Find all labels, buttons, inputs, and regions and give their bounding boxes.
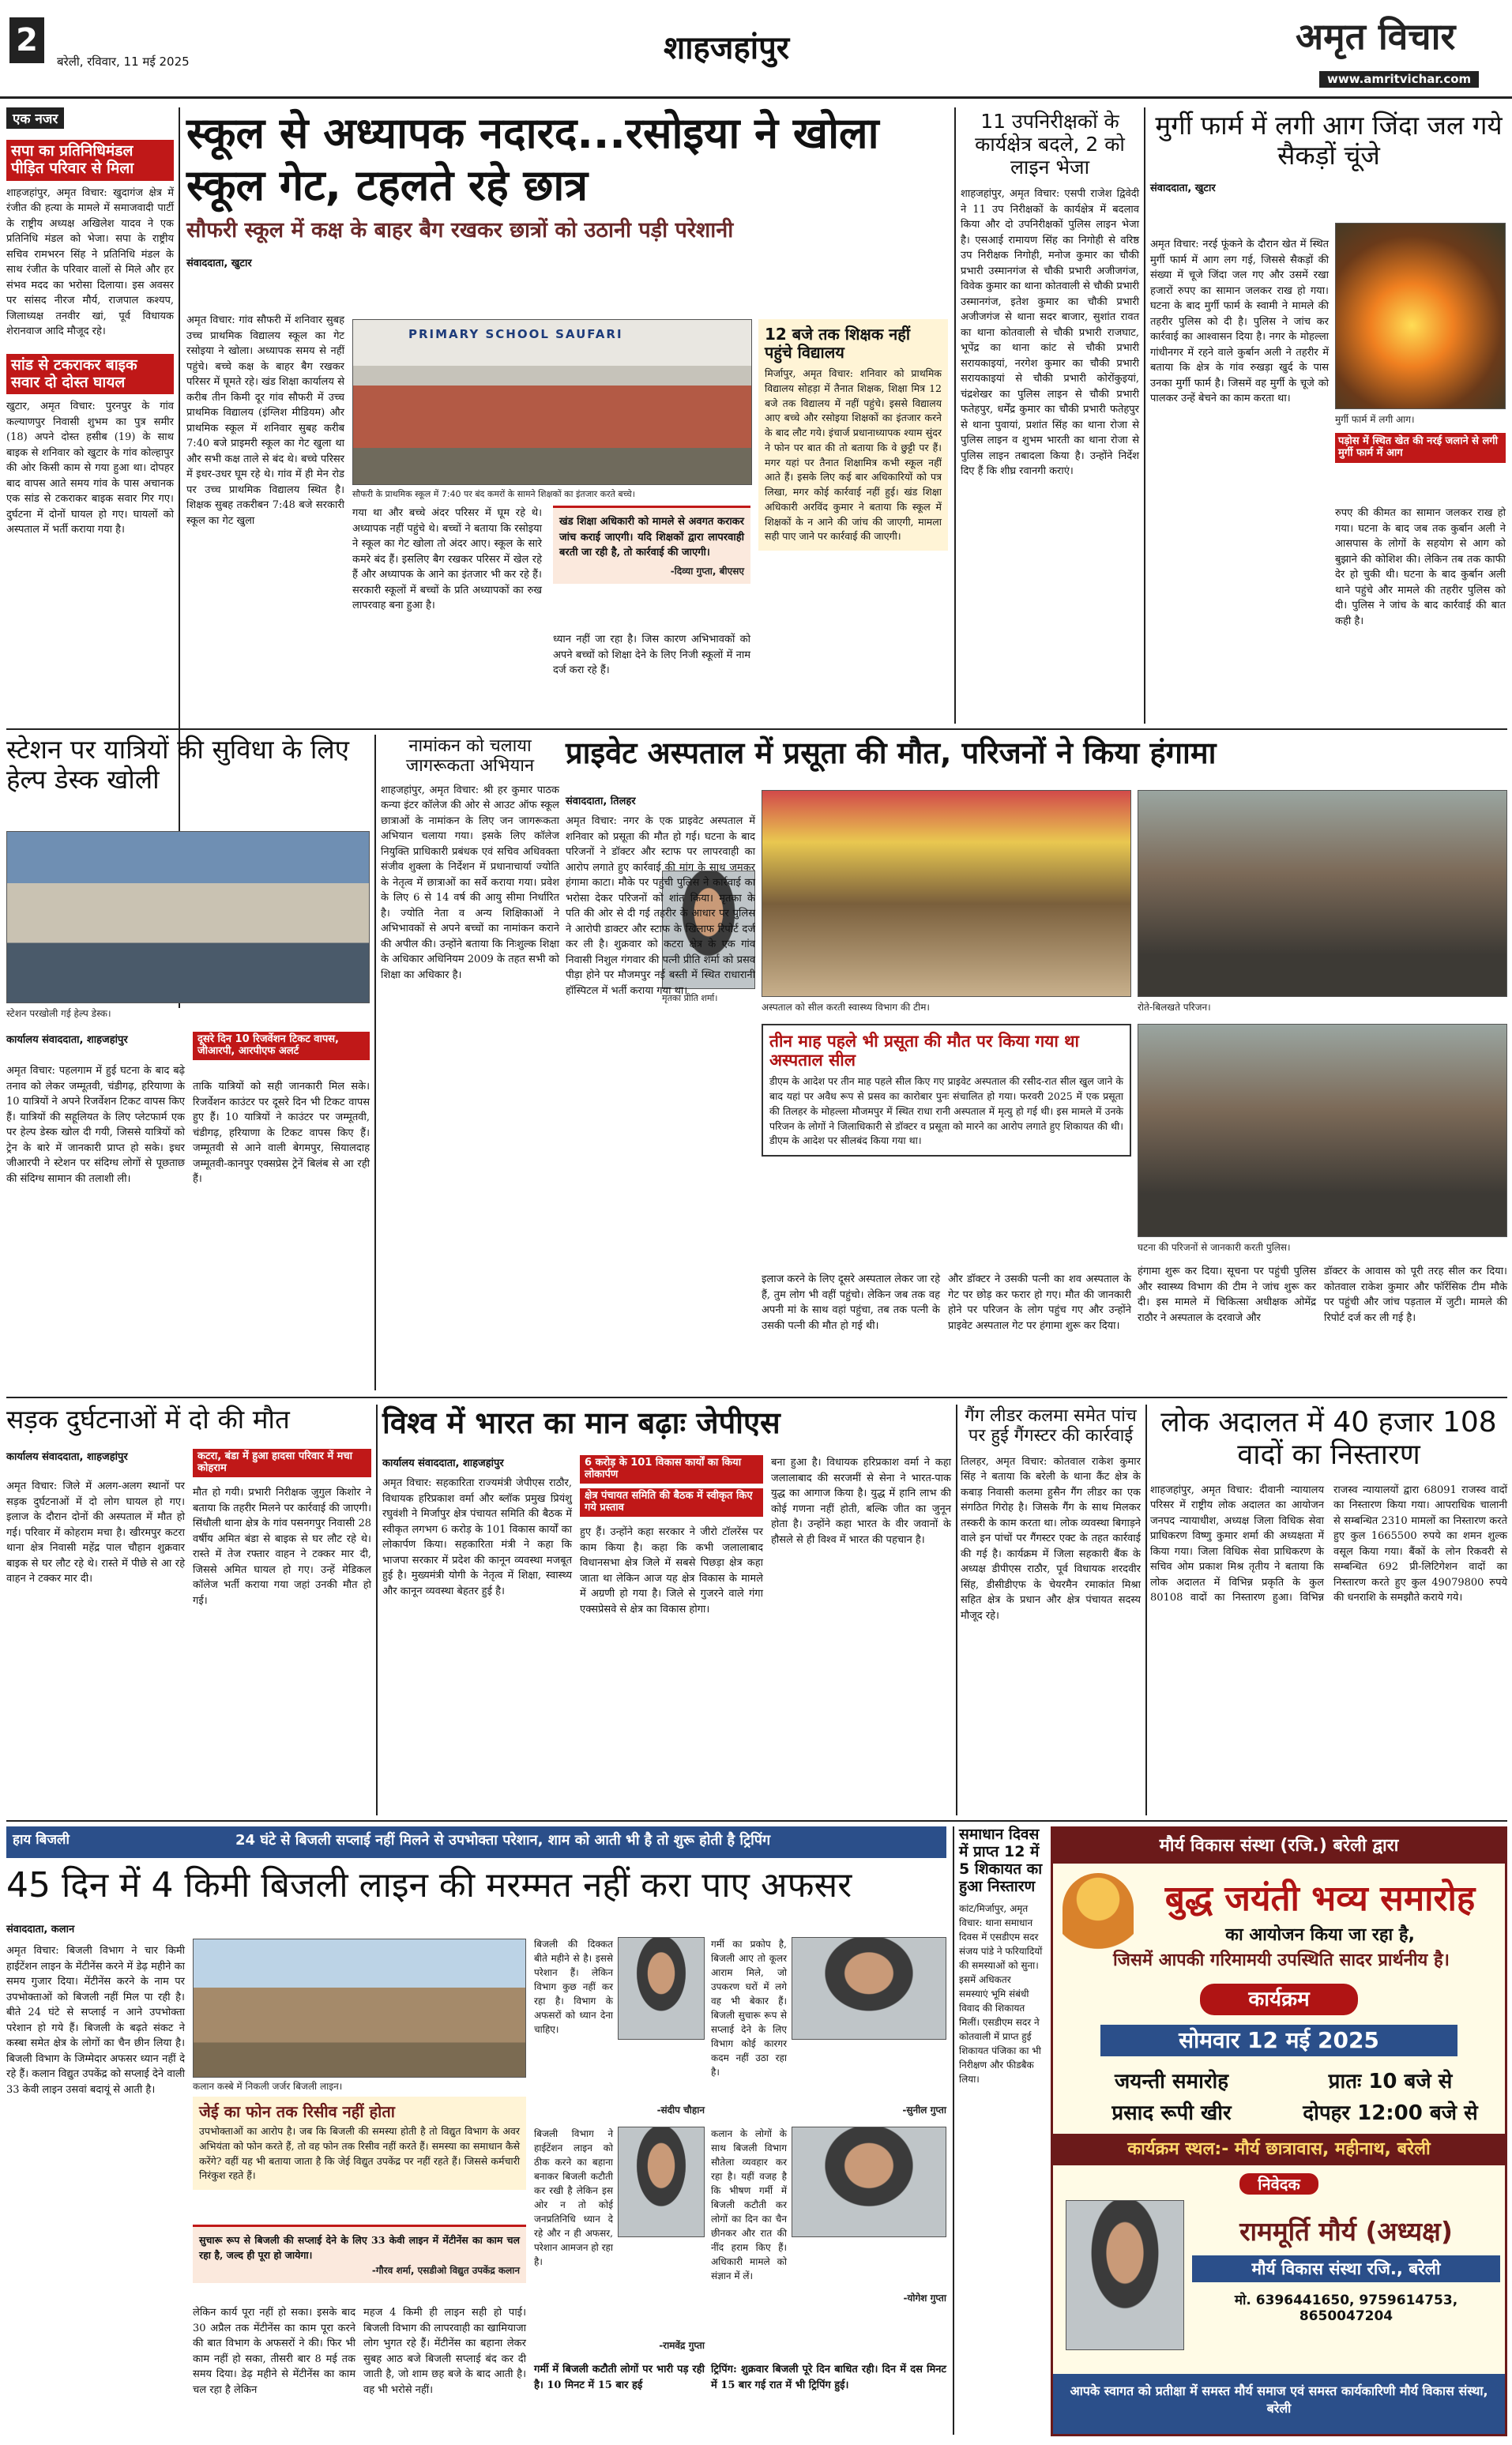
power-photo-caption: कलान कस्बे में निकली जर्जर बिजली लाइन। (193, 2081, 343, 2092)
fire-para-2: रुपए की कीमत का सामान जलकर राख हो गया। घटना के बाद जब तक कुर्बान अली ने आसपास के लोगों के सहयोग से आग को बुझाने की कोशिश की। लेकिन तब तक काफी देर हो चुकी थी। घटना के बाद कुर्बान अली थाने पहुंचे और मामले की तहरीर पुलिस को दी। पुलिस ने जांच के बाद कार्रवाई की बात कही है। (1335, 507, 1506, 627)
school-photo-board: PRIMARY SCHOOL SAUFARI (408, 327, 623, 341)
school-photo (352, 319, 752, 485)
samadhan-headline: समाधान दिवस में प्राप्त 12 में 5 शिकायत का हुआ निस्तारण (959, 1826, 1043, 1895)
road-byline: कार्यालय संवाददाता, शाहजहांपुर (6, 1451, 128, 1463)
school-para-1: अमृत विचार: गांव सौफरी में शनिवार सुबह उच्च प्राथमिक विद्यालय स्कूल का गेट रसोइया ने खोला। अध्यापक समय से नहीं पहुंचे। बच्चे कक्ष के बाहर बैग रखकर परिसर में घूमते रहे। खंड शिक्षा कार्यालय से करीब तीन किमी दूर गांव सौफरी में उच्च प्राथमिक विद्यालय (इंग्लिश मीडियम) और प्राथमिक स्कूल में शनिवार सुबह करीब 7:40 बजे प्राइमरी स्कूल का गेट खुला था और सभी कक्ष ताले से बंद थे। बच्चे परिसर में इधर-उधर घूम रहे थे। गांव में ही मेन रोड पर उच्च प्राथमिक विद्यालय स्थित है। शिक्षक सुबह तकरीबन 7:48 बजे सरकारी स्कूल का गेट खुला (186, 314, 344, 527)
comment-3-by: -सुनील गुप्ता (902, 2105, 946, 2116)
hospital-headline: प्राइवेट अस्पताल में प्रसूता की मौत, परिजनों ने किया हंगामा (566, 735, 1217, 770)
brand-logo: अमृत विचार (1296, 15, 1456, 58)
hospital-photo-police-caption: घटना की परिजनों से जानकारी करती पुलिस। (1138, 1242, 1291, 1253)
comment-4-photo (792, 2127, 946, 2237)
ad-portrait (1066, 2200, 1184, 2350)
samadhan-text: कांट/मिर्जापुर, अमृत विचार: थाना समाधान दिवस में एसडीएम सदर संजय पांडे ने फरियादियों की समस्याओं को सुना। इसमें अधिकतर समस्याएं भूमि संबंधी विवाद की शिकायत मिलीं। एसडीएम सदर ने कोतवाली में प्राप्त हुई शिकायत पंजिका का भी निरीक्षण और फीडबैक लिया। (959, 1903, 1043, 2086)
fire-photo-caption: मुर्गी फार्म में लगी आग। (1335, 414, 1415, 425)
dateline: बरेली, रविवार, 11 मई 2025 (57, 55, 190, 69)
ad-event-2a: प्रसाद रूपी खीर (1111, 2101, 1232, 2125)
ad-name: राममूर्ति मौर्य (अध्यक्ष) (1239, 2216, 1453, 2247)
si-text: शाहजहांपुर, अमृत विचार: एसपी राजेश द्विवेदी ने 11 उप निरीक्षकों के कार्यक्षेत्र में बदलाव किया और दो उपनिरीक्षकों पुलिस लाइन भेजा है। एसआई रामायण सिंह का निगोही से वरिष्ठ उप निरीक्षक निगोही, मनोज कुमार का चौकी प्रभारी उस्मानगंज से चौकी प्रभारी अजीजगंज, विवेक कुमार का थाना कोतवाली से चौकी प्रभारी उस्मानगंज, इतेश कुमार का चौकी प्रभारी अजीजगंज से थाना सदर बाजार, सुशांत रावत का थाना कोतवाली से चौकी प्रभारी राजघाट, भूपेंद्र का थाना कांट से चौकी प्रभारी सरायकाइयां, नरगेश कुमार का चौकी प्रभारी सरायकाइयां से चौकी प्रभारी कोरोंकुइयां, चंद्रशेखर का पुलिस लाइन से चौकी प्रभारी फतेहपुर, धर्मेंद्र कुमार का चौकी प्रभारी फतेहपुर से थाना पुवायां, प्रशांत सिंह का थाना रोजा से पुलिस लाइन व शुभम भारती का थाना रोजा से पुलिस लाइन तबादला किया है। उन्होंने निर्देश दिए हैं कि शीघ्र रवानगी कराएं। (961, 188, 1139, 478)
station-byline: कार्यालय संवाददाता, शाहजहांपुर (6, 1034, 128, 1046)
ad-event-1b: प्रातः 10 बजे से (1328, 2070, 1453, 2093)
school-para-2: गया था और बच्चे अंदर परिसर में घूम रहे थे। अध्यापक नहीं पहुंचे थे। बच्चों ने बताया कि रसोइया ने स्कूल का गेट खोला तो अंदर आए। स्कूल के सारे कमरे बंद हैं। इसलिए बैग रखकर परिसर में खेल रहे हैं और अध्यापक के आने का इंतजार भी कर रहे हैं। सरकारी स्कूलों में बच्चों के प्रति अध्यापकों का रुख लापरवाह बना हुआ है। (352, 507, 542, 611)
road-headline: सड़क दुर्घटनाओं में दो की मौत (6, 1404, 290, 1435)
station-side: दूसरे दिन 10 रिजर्वेशन टिकट वापस, जीआरपी, आरपीएफ अलर्ट (193, 1032, 370, 1060)
page-number: 2 (9, 17, 44, 63)
station-para-1: अमृत विचार: पहलगाम में हुई घटना के बाद बढ़े तनाव को लेकर जम्मूतवी, चंडीगढ़, हरियाणा के 10 यात्रियों ने अपने रिजर्वेशन टिकट वापस किए हैं। यात्रियों की सहूलियत के लिए प्लेटफार्म एक पर हेल्प डेस्क खोल दी गयी, जिससे यात्रियों को ट्रेन के बारे में जानकारी प्राप्त हो सके। इधर जीआरपी ने स्टेशन पर संदिग्ध लोगों से पूछताछ की संदिग्ध सामान की तलाशी ली। (6, 1065, 185, 1185)
power-strap-text: 24 घंटे से बिजली सप्लाई नहीं मिलने से उपभोक्ता परेशान, शाम को आती भी है तो शुरू होती है ट्रिपिंग (235, 1832, 771, 1849)
hospital-story (566, 736, 1507, 771)
ad-venue: कार्यक्रम स्थल:- मौर्य छात्रावास, महीनाथ, बरेली (1053, 2134, 1505, 2165)
gangster-story (961, 1406, 1141, 1623)
si-transfer-story (961, 111, 1139, 480)
fire-headline: मुर्गी फार्म में लगी आग जिंदा जल गये सैकड़ों चूंजे (1155, 110, 1503, 171)
ad-line-1: का आयोजन किया जा रहा है, (1225, 1925, 1415, 1945)
sdo-quote (193, 2225, 526, 2283)
victim-caption: मृतका प्रीति शर्मा। (662, 993, 718, 1003)
comment-1-text: बिजली की दिक्कत बीते महीने से है। इससे परेशान हैं। लेकिन विभाग कुछ नहीं कर रहा है। विभाग के अफसरों को ध्यान देना चाहिए। (534, 1939, 613, 2035)
power-para-2: लेकिन कार्य पूरा नहीं हो सका। इसके बाद 30 अप्रैल तक मेंटीनेंस का काम पूरा करने की बात विभाग के अफसरों ने की। फिर भी काम नहीं हो सका, तीसरी बार 8 मई तक समय दिया। डेढ़ महीने से मेंटीनेंस का काम चल रहा है लेकिन (193, 2307, 355, 2396)
ad-footer: आपके स्वागत को प्रतीक्षा में समस्त मौर्य समाज एवं समस्त कार्यकारिणी मौर्य विकास संस्था, बरेली (1053, 2374, 1505, 2434)
jps-para-1: अमृत विचार: सहकारिता राज्यमंत्री जेपीएस राठौर, विधायक हरिप्रकाश वर्मा और ब्लॉक प्रमुख प्रियंशु रघुवंशी ने मिर्जापुर क्षेत्र पंचायत समिति की बैठक में स्वीकृत लगभग 6 करोड़ के 101 विकास कार्यों का लोकार्पण किया। सहकारिता मंत्री ने कहा कि भाजपा सरकार में प्रदेश की कानून व्यवस्था मजबूत हुई है। मुख्यमंत्री योगी के नेतृत्व में शिक्षा, स्वास्थ्य और कानून व्यवस्था बेहतर हुई है। (382, 1477, 572, 1597)
ad-title: बुद्ध जयंती भव्य समारोह (1164, 1879, 1476, 1919)
ad-line-2: जिसमें आपकी गरिमामयी उपस्थिति सादर प्रार्थनीय है। (1112, 1950, 1450, 1970)
comment-3-photo (792, 1937, 946, 2040)
hospital-photo-family (1138, 790, 1507, 997)
jps-byline: कार्यालय संवाददाता, शाहजहांपुर (382, 1458, 504, 1469)
jps-side-1: 6 करोड़ के 101 विकास कार्यों का किया लोकार्पण (580, 1455, 763, 1484)
comment-3-text: गर्मी का प्रकोप है, बिजली आए तो कूलर आराम मिले, जो उपकरण घरों में लगे वह भी बेकार हैं। बिजली सुचारू रूप से सप्लाई देने के लिए विभाग कोई कारगर कदम नहीं उठा रहा है। (711, 1939, 787, 2078)
power-photo (193, 1939, 526, 2078)
enrolment-text: शाहजहांपुर, अमृत विचार: श्री हर कुमार पाठक कन्या इंटर कॉलेज की ओर से आउट ऑफ स्कूल छात्राओं के नामांकन के लिए जन जागरूकता अभियान चलाया गया। इसके लिए कॉलेज नियुक्ति प्राधिकारी प्रबंधक एवं सचिव अधिवक्ता संजीव शुक्ला के निर्देशन में प्रधानाचार्या ज्योति के नेतृत्व में छात्राओं का सर्वे कराया गया। प्रवेश के लिए 6 से 14 वर्ष की आयु सीमा निर्धारित है। ज्योति नेता व अन्य शिक्षिकाओं ने अभिभावकों से अपने बच्चों का नामांकन कराने की अपील की। उन्होंने बताया कि निःशुल्क शिक्षा के अधिकार अधिनियम 2009 के तहत सभी को शिक्षा का अधिकार है। (381, 784, 559, 981)
hospital-para-1: अमृत विचार: नगर के एक प्राइवेट अस्पताल में शनिवार को प्रसूता की मौत हो गई। घटना के बाद परिजनों ने डॉक्टर और स्टाफ पर लापरवाही का आरोप लगाते हुए कार्रवाई की मांग के साथ जमकर हंगामा काटा। मौके पर पहुंची पुलिस ने कार्रवाई का भरोसा देकर परिजनों को शांत किया। मृतका के पति की ओर से दी गई तहरीर के आधार पर पुलिस ने आरोपी डाक्टर और स्टाफ के खिलाफ रिपोर्ट दर्ज कर ली है। शुक्रवार को कटरा क्षेत्र के एक गांव निवासी निशुल गंगवार की पत्नी प्रीति शर्मा को प्रसव पीड़ा होने पर मौजमपुर नई बस्ती में स्थित राधारानी हॉस्पिटल में भर्ती कराया गया था। (566, 815, 755, 997)
brief-2-text: खुटार, अमृत विचार: पुरनपुर के गांव कल्याणपुर निवासी शुभम का पुत्र समीर (18) अपने दोस्त हसीब (19) के साथ बाइक से शनिवार को खुटार के गांव कोल्हापुर की ओर किसी काम से गया हुआ था। दोपहर बाद वापस आते समय गांव के पास अचानक एक सांड से टकराकर बाइक सवार गिर गए। दुर्घटना में दोनों घायल हो गए। घायलों को अस्पताल में भर्ती कराया गया है। (6, 401, 174, 536)
je-box (193, 2097, 526, 2190)
previous-seal-box (762, 1024, 1131, 1157)
si-headline: 11 उपनिरीक्षकों के कार्यक्षेत्र बदले, 2 को लाइन भेजा (975, 110, 1125, 179)
ad-date: सोमवार 12 मई 2025 (1100, 2025, 1457, 2056)
power-para-1: अमृत विचार: बिजली विभाग ने चार किमी हाईटेंशन लाइन के मेंटीनेंस करने में डेढ़ महीने का समय गुजार दिया। मेंटीनेंस करने के नाम पर उपभोक्ताओं को बिजली नहीं मिल पा रही है। बीते 24 घंटे से सप्लाई न आने उपभोक्ता परेशान हो गये हैं। बिजली के बढ़ते संकट ने कस्बा समेत क्षेत्र के लोगों का चैन छीन लिया है। बिजली विभाग के जिम्मेदार अफसर ध्यान नहीं दे रहे हैं। कलान विद्युत उपकेंद्र को सप्लाई देने वाली 33 केवी लाइन उसवां बदायूं से आती है। (6, 1945, 185, 2096)
previous-seal-head: तीन माह पहले भी प्रसूता की मौत पर किया गया था अस्पताल सील (769, 1032, 1079, 1070)
hospital-photo-family-caption: रोते-बिलखते परिजन। (1138, 1002, 1211, 1013)
brief-1-text: शाहजहांपुर, अमृत विचार: खुदागंज क्षेत्र में रंजीत की हत्या के मामले में समाजवादी पार्टी के राष्ट्रीय अध्यक्ष अखिलेश यादव ने एक प्रतिनिधि मंडल को भेजा। सपा के राष्ट्रीय सचिव रामभरन सिंह ने प्रतिनिधि मंडल के साथ रंजीत के परिवार वालों से मिले और हर संभव मदद का भरोसा दिलाया। इस अवसर पर सांसद नीरज मौर्य, राजपाल कश्यप, जिलाध्यक्ष तनवीर खां, पूर्व विधायक शेरानवाज आदि मौजूद रहे। (6, 186, 174, 338)
school-quote-by: -दिव्या गुप्ता, बीएसए (670, 565, 744, 577)
road-story (6, 1405, 371, 1435)
samadhan-story (959, 1826, 1043, 2086)
station-photo-caption: स्टेशन परखोली गई हेल्प डेस्क। (6, 1008, 111, 1019)
comment-4-text: कलान के लोगों के साथ बिजली विभाग सौतेला व्यवहार कर रहा है। यहीं वजह है कि भीषण गर्मी में बिजली कटौती कर लोगों का दिन का चैन छीनकर और रात की नींद हराम किए हैं। अधिकारी मामले को संज्ञान में लें। (711, 2128, 787, 2281)
hospital-para-4: हंगामा शुरू कर दिया। सूचना पर पहुंची पुलिस और स्वास्थ्य विभाग की टीम ने जांच शुरू कर दी। इस मामले में चिकित्सा अधीक्षक ओमेंद्र राठौर ने अस्पताल के दरवाजे और (1138, 1266, 1316, 1324)
power-para-3: महज 4 किमी ही लाइन सही हो पाई। बिजली विभाग की लापरवाही का खामियाजा लोग भुगत रहे हैं। मेंटीनेंस का बहाना लेकर सुबह आठ बजे बिजली सप्लाई बंद कर दी जाती है, जो शाम छह बजे के बाद आती है। वह भी भरोसे नहीं। (363, 2307, 526, 2396)
comment-4-by: -योगेश गुप्ता (903, 2293, 946, 2304)
jps-story (382, 1406, 951, 1441)
school-quote-text: खंड शिक्षा अधिकारी को मामले से अवगत कराकर जांच कराई जाएगी। यदि शिक्षकों द्वारा लापरवाही बरती जा रही है, तो कार्रवाई की जाएगी। (559, 516, 744, 559)
ad-nivedak: निवेदक (1239, 2173, 1318, 2195)
je-box-head: जेई का फोन तक रिसीव नहीं होता (199, 2102, 395, 2121)
enrolment-headline: नामांकन को चलाया जागरूकता अभियान (405, 736, 535, 777)
station-para-2: ताकि यात्रियों को सही जानकारी मिल सके। रिजर्वेशन काउंटर पर दूसरे दिन भी टिकट वापस हुए हैं। 10 यात्रियों ने काउंटर पर जम्मूतवी, चंडीगढ़, हरियाणा के टिकट वापस किए हैं। जम्मूतवी से आने वाली बेगमपुर, सियालदाह जम्मूतवी-कानपुर एक्सप्रेस ट्रेनें बिलंब से आ रही हैं। (193, 1081, 370, 1185)
fire-story (1150, 111, 1507, 194)
sdo-quote-by: -गौरव शर्मा, एसडीओ विद्युत उपकेंद्र कलान (371, 2264, 520, 2276)
brand-url[interactable]: www.amritvichar.com (1319, 71, 1479, 88)
buddha-jayanti-ad[interactable] (1051, 1826, 1507, 2436)
sdo-quote-text: सुचारू रूप से बिजली की सप्लाई देने के लिए 33 केवी लाइन में मेंटीनेंस का काम चल रहा है, जल्द ही पूरा हो जायेगा। (199, 2234, 520, 2261)
school-subhead: सौफरी स्कूल में कक्ष के बाहर बैग रखकर छात्रों को उठानी पड़ी परेशानी (186, 217, 734, 243)
jps-para-2: हुए हैं। उन्होंने कहा सरकार ने जीरो टॉलरेंस पर काम किया है। कहा कि कभी जलालाबाद विधानसभा क्षेत्र जिले में सबसे पिछड़ा क्षेत्र कहा जाता था लेकिन आज यह क्षेत्र विकास के मामले में अग्रणी हो गया है। जिले से गुजरने वाले गंगा एक्सप्रेसवे से क्षेत्र का विकास होगा। (580, 1526, 763, 1616)
school-para-3: ध्यान नहीं जा रहा है। जिस कारण अभिभावकों को अपने बच्चों को शिक्षा देने के लिए निजी स्कूलों में नाम दर्ज करा रहे हैं। (553, 634, 750, 676)
school-quote (553, 506, 750, 584)
section-title: शाहजहांपुर (664, 30, 790, 66)
hospital-para-5: डॉक्टर के आवास को पूरी तरह सील कर दिया। कोतवाल राकेश कुमार और फॉरेंसिक टीम मौके पर पहुंची और जांच पड़ताल में जुटी। मामले की रिपोर्ट दर्ज कर ली गई है। (1324, 1266, 1507, 1324)
power-headline: 45 दिन में 4 किमी बिजली लाइन की मरम्मत नहीं करा पाए अफसर (6, 1865, 852, 1905)
ad-org-2: मौर्य विकास संस्था रजि., बरेली (1192, 2255, 1500, 2282)
power-tag: हाय बिजली (13, 1832, 70, 1848)
je-box-text: उपभोक्ताओं का आरोप है। जब कि बिजली की समस्या होती है तो विद्युत विभाग के अवर अभियंता को फोन करते हैं, तो वह फोन तक रिसीव नहीं करते हैं। समस्या का समाधान कैसे करेंगे? वहीं यह भी बताया जाता है कि जेई विद्युत उपकेंद्र पर नहीं रहते हैं। जिससे कर्मचारी निरंकुश रहते हैं। (199, 2125, 520, 2182)
fire-photo (1335, 223, 1506, 409)
comment-2-text: बिजली विभाग ने हाईटेंशन लाइन को ठीक करने का बहाना बनाकर बिजली कटौती कर रखी है लेकिन इस ओर न तो कोई जनप्रतिनिधि ध्यान दे रहे और न ही अफसर, परेशान आमजन हो रहा है। (534, 2128, 613, 2267)
fire-byline: संवाददाता, खुटार (1150, 182, 1216, 194)
brief-2-head: सांड से टकराकर बाइक सवार दो दोस्त घायल (6, 354, 174, 395)
jps-side-2: क्षेत्र पंचायत समिति की बैठक में स्वीकृत किए गये प्रस्ताव (580, 1488, 763, 1517)
masthead (0, 0, 1512, 101)
ad-event-1a: जयन्ती समारोह (1114, 2070, 1229, 2093)
ad-programme: कार्यक्रम (1200, 1984, 1358, 2015)
hospital-para-2: इलाज करने के लिए दूसरे अस्पताल लेकर जा रहे हैं, तुम लोग भी वहीं पहुंचो। लेकिन जब तक वह अपनी मां के साथ वहां पहुंचा, तब तक पत्नी के उसकी पत्नी की मौत हो गई थी। (762, 1273, 940, 1332)
fire-para-1: अमृत विचार: नरई फूंकने के दौरान खेत में स्थित मुर्गी फार्म में आग लग गई, जिससे सैकड़ों की संख्या में चूजे जिंदा जल गए और उसमें रखा हजारों रुपए का सामान जलकर राख हो गया। घटना के बाद मुर्गी फार्म के स्वामी ने मामले की तहरीर पुलिस को दी है। पुलिस ने जांच कर कार्रवाई का आश्वासन दिया है। नगर के मोहल्ला गांधीनगर में रहने वाले कुर्बान अली ने तहरीर में बताया कि क्षेत्र के गांव रुखड़ा खुर्द के पास उनका मुर्गी फार्म है। जिसमें वह मुर्गी के चूजे को पालकर उन्हें बेचने का काम करता था। (1150, 239, 1329, 404)
gang-text: तिलहर, अमृत विचार: कोतवाल राकेश कुमार सिंह ने बताया कि बरेली के थाना कैंट क्षेत्र के कबाड़ निवासी कलमा हुसैन गैंग लीडर का एक संगठित गिरोह है। जिसके गैंग के साथ मिलकर तस्करी के काम करता था। लोक व्यवस्था बिगाड़ने वाले इन पांचों पर गैंगस्टर एक्ट के तहत कार्रवाई की गई है। कार्यक्रम में जिला सहकारी बैंक के अध्यक्ष डीपीएस राठौर, पूर्व विधायक शरदवीर सिंह, डीसीडीएफ के चेयरमैन रमाकांत मिश्रा सहित क्षेत्र के प्रधान और क्षेत्र पंचायत सदस्य मौजूद रहे। (961, 1455, 1141, 1622)
comment-2-photo (618, 2127, 705, 2237)
power-bottom-1: गर्मी में बिजली कटौती लोगों पर भारी पड़ रही है। 10 मिनट में 15 बार हई (534, 2364, 705, 2391)
station-story (6, 735, 370, 795)
power-strap (6, 1826, 946, 1858)
gang-headline: गैंग लीडर कलमा समेत पांच पर हुई गैंगस्टर की कार्रवाई (965, 1406, 1137, 1446)
hospital-photo-seal-caption: अस्पताल को सील करती स्वास्थ्य विभाग की टीम। (762, 1002, 930, 1013)
comment-1-by: -संदीप चौहान (656, 2105, 705, 2116)
road-side: कटरा, बंडा में हुआ हादसा परिवार में मचा कोहराम (193, 1449, 371, 1477)
power-bottom-2: ट्रिपिंग: शुक्रवार बिजली पूरे दिन बाधित रही। दिन में दस मिनट में 15 बार गई रात में भी ट्रिपिंग हुई। (711, 2364, 946, 2391)
hospital-photo-police (1138, 1024, 1507, 1237)
road-para-2: मौत हो गयी। प्रभारी निरीक्षक जुगुल किशोर ने बताया कि तहरीर मिलने पर कार्रवाई की जाएगी। सिंधौली थाना क्षेत्र के गांव पसनगपुर निवासी 28 वर्षीय अमित बंडा से बाइक से घर लौट रहे थे। रास्ते में तेज रफ्तार वाहन ने टक्कर मार दी, जिससे अमित घायल हो गए। उन्हें मेडिकल कॉलेज भर्ती कराया गया जहां उनकी मौत हो गई। (193, 1487, 371, 1607)
previous-seal-text: डीएम के आदेश पर तीन माह पहले सील किए गए प्राइवेट अस्पताल की रसीद-रात सील खुल जाने के बाद यहां पर अवैध रूप से प्रसव का कारोबार पुनः संचालित हो गया। फरवरी 2025 में एक प्रसूता की तिलहर के मोहल्ला मौजमपुर में स्थित राधा रानी अस्पताल में मृत्यु हो गई थी। इस मामले में उनके परिजन के लोगों ने जिलाधिकारी से डॉक्टर व प्रसूता को मारने का आरोप लगाते हुए शिकायत की थी। डीएम के आदेश पर सीलबंद किया गया था। (769, 1075, 1123, 1147)
hospital-para-3: और डॉक्टर ने उसकी पत्नी का शव अस्पताल के गेट पर छोड़ कर फरार हो गए। मौत की जानकारी होने पर परिजन के लोग पहुंच गए और उन्होंने प्राइवेट अस्पताल गेट पर हंगामा शुरू कर दिया। (948, 1273, 1131, 1332)
station-photo (6, 831, 370, 1003)
teachers-absent-text: मिर्जापुर, अमृत विचार: शनिवार को प्राथमिक विद्यालय सोहड़ा में तैनात शिक्षक, शिक्षा मित्र 12 बजे तक विद्यालय में नहीं पहुंचे। इससे विद्यालय आए बच्चे और रसोइया शिक्षकों का इंतजार करने के बाद लौट गये। इंचार्ज प्रधानाध्यापक श्याम सुंदर ने फोन पर बात की तो बताया कि वे छुट्टी पर हैं। मगर यहां पर तैनात शिक्षामित्र कभी स्कूल नहीं आते हैं। इसके लिए कई बार अधिकारियों को पत्र लिखा, मगर कोई कार्रवाई नहीं हुई। खंड शिक्षा अधिकारी अरविंद कुमार ने बताया कि स्कूल में शिक्षकों के न आने की जांच की जाएगी, मामला सही पाए जाने पर कार्रवाई की जाएगी। (765, 367, 942, 543)
station-headline: स्टेशन पर यात्रियों की सुविधा के लिए हेल्प डेस्क खोली (6, 734, 349, 795)
hospital-photo-seal (762, 790, 1131, 997)
lok-adalat-story (1150, 1406, 1507, 1606)
ad-org: मौर्य विकास संस्था (रजि.) बरेली द्वारा (1053, 1829, 1505, 1864)
ek-nazar-tag: एक नजर (6, 107, 64, 129)
road-para-1: अमृत विचार: जिले में अलग-अलग स्थानों पर सड़क दुर्घटनाओं में दो लोग घायल हो गए। इलाज के दौरान दोनों की अस्पताल में मौत हो गई। परिवार में कोहराम मचा है। खीरमपुर कटरा थाना क्षेत्र निवासी महेंद्र पाल चौहान शुक्रवार बाइक से घर लौट रहे थे। रास्ते में पीछे से आ रहे वाहन ने टक्कर मार दी। (6, 1480, 185, 1585)
comment-2-by: -रामवेंद्र गुप्ता (659, 2340, 705, 2351)
teachers-absent-box (758, 319, 948, 551)
hospital-byline: संवाददाता, तिलहर (566, 796, 636, 807)
school-photo-caption: सौफरी के प्राथमिक स्कूल में 7:40 पर बंद कमरों के सामने शिक्षकों का इंतजार करते बच्चे। (352, 489, 635, 499)
ad-event-2b: दोपहर 12:00 बजे से (1303, 2101, 1478, 2125)
power-byline: संवाददाता, कलान (6, 1924, 75, 1935)
school-byline: संवाददाता, खुटार (186, 257, 252, 269)
teachers-absent-head: 12 बजे तक शिक्षक नहीं पहुंचे विद्यालय (765, 325, 911, 362)
enrolment-story (381, 736, 559, 983)
lok-headline: लोक अदालत में 40 हजार 108 वादों का निस्तारण (1160, 1406, 1497, 1472)
brief-1-head: सपा का प्रतिनिधिमंडल पीड़ित परिवार से मिला (6, 140, 174, 181)
fire-subhead: पड़ोस में स्थित खेत की नरई जलाने से लगी मुर्गी फार्म में आग (1335, 433, 1506, 463)
school-headline: स्कूल से अध्यापक नदारद...रसोइया ने खोला स्कूल गेट, टहलते रहे छात्र (186, 108, 879, 210)
lok-text: शाहजहांपुर, अमृत विचार: दीवानी न्यायालय परिसर में राष्ट्रीय लोक अदालत का आयोजन जनपद न्यायाधीश, अध्यक्ष जिला विधिक सेवा प्राधिकरण विष्णु कुमार शर्मा की अध्यक्षता में किया गया। जिला विधिक सेवा प्राधिकरण के सचिव ओम प्रकाश मिश्र तृतीय ने बताया कि लोक अदालत में विभिन्न प्रकृति के कुल 80108 वादों का निस्तारण हुआ। विभिन्न राजस्व न्यायालयों द्वारा 68091 राजस्व वादों का निस्तारण किया गया। आपराधिक चालानी से सम्बन्धित 2310 मामलों का निस्तारण करते हुए कुल 1665500 रुपये का शमन शुल्क वसूल किया गया। बैंकों के लोन रिकवरी से सम्बन्धित 692 प्री-लिटिगेशन वादों का निस्तारण करते हुए कुल 49079800 रुपये की धनराशि के समझौते कराये गये। (1150, 1484, 1507, 1604)
jps-para-3: बना हुआ है। विधायक हरिप्रकाश वर्मा ने कहा जलालाबाद की सरजमीं से सेना ने भारत-पाक युद्ध का आगाज किया है। युद्ध में हानि लाभ की कोई गणना नहीं होती, बल्कि जीत का जुनून होता है। उन्होंने कहा भारत के वीर जवानों के हौसले से ही विश्व में भारत की पहचान है। (771, 1457, 951, 1546)
jps-headline: विश्व में भारत का मान बढ़ाः जेपीएस (382, 1405, 780, 1440)
comment-1-photo (618, 1937, 705, 2040)
ad-phones[interactable]: मो. 6396441650, 9759614753, 8650047204 (1234, 2293, 1458, 2324)
